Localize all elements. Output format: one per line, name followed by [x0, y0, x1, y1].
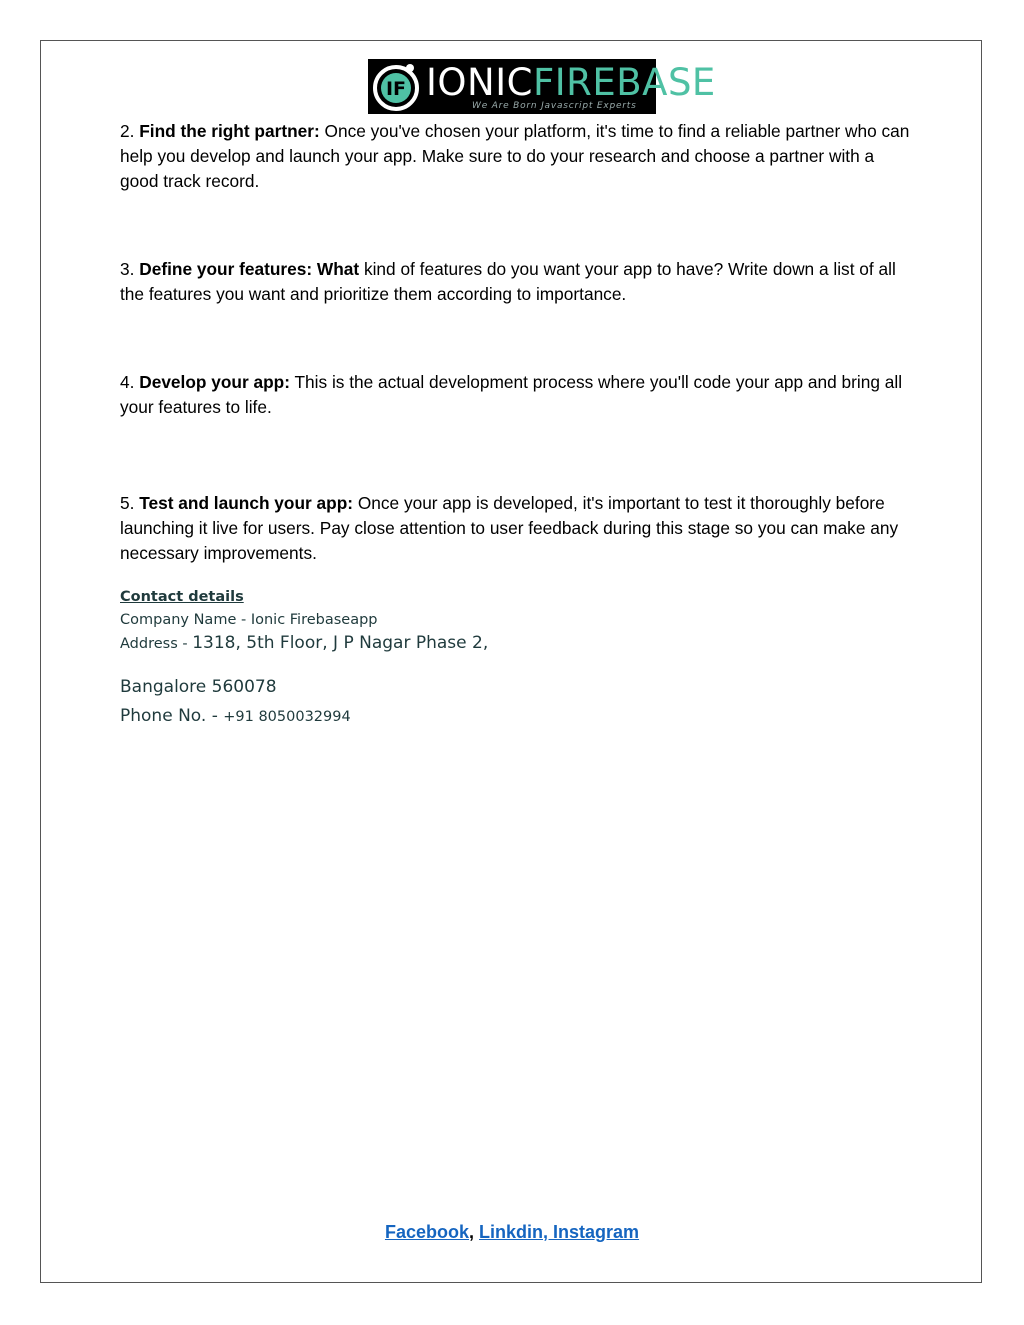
contact-heading: Contact details: [120, 589, 244, 605]
phone-label: Phone No. -: [120, 706, 224, 726]
step-4-paragraph: [120, 370, 910, 420]
step-2-title: Find the right partner:: [139, 121, 320, 141]
address-line-1: [120, 633, 488, 653]
ionic-firebase-logo: [368, 59, 716, 114]
step-2-number: 2.: [120, 121, 135, 141]
phone-value: +91 8050032994: [223, 709, 351, 725]
link-separator: ,: [468, 1222, 474, 1242]
svg-text:IF: IF: [385, 78, 407, 100]
step-3-number: 3.: [120, 259, 135, 279]
address-value-line1: 1318, 5th Floor, J P Nagar Phase 2,: [192, 633, 489, 653]
address-line-2: Bangalore 560078: [120, 677, 277, 697]
company-name-value: Ionic Firebaseapp: [250, 612, 378, 628]
logo-brand-firebase: FIREBASE: [532, 61, 716, 104]
step-5-number: 5.: [120, 493, 135, 513]
logo-tagline: We Are Born Javascript Experts: [472, 101, 637, 111]
facebook-link[interactable]: Facebook: [384, 1222, 469, 1242]
company-name-line: [120, 612, 378, 628]
step-3-body: kind of features do you want your app to have? Write down a list of all the features you want and prioritize them according to importance.: [120, 259, 896, 304]
logo-brand-ionic: IONIC: [426, 61, 533, 104]
linkedin-instagram-link[interactable]: Linkdin, Instagram: [479, 1222, 640, 1242]
company-name-label: Company Name -: [120, 612, 251, 628]
step-5-paragraph: [120, 491, 910, 566]
step-5-title: Test and launch your app:: [139, 493, 354, 513]
logo-wordmark: [426, 61, 716, 105]
step-2-body: Once you've chosen your platform, it's time to find a reliable partner who can help you develop and launch your app. Make sure to do your research and choose a partner with a good track record.: [120, 121, 910, 191]
step-4-number: 4.: [120, 372, 135, 392]
if-circle-icon: [370, 59, 422, 114]
step-4-body: This is the actual development process where you'll code your app and bring all your features to life.: [120, 372, 903, 417]
step-3-title: Define your features: What: [139, 259, 360, 279]
page-border: [40, 40, 982, 1283]
address-label: Address -: [120, 636, 193, 652]
step-5-body: Once your app is developed, it's important to test it thoroughly before launching it live for users. Pay close attention to user feedback during this stage so you can make any necessary improvements.: [120, 493, 899, 563]
step-4-title: Develop your app:: [139, 372, 290, 392]
social-links: [0, 1222, 1024, 1243]
phone-line: [120, 706, 351, 726]
step-2-paragraph: [120, 119, 910, 194]
step-3-paragraph: [120, 257, 910, 307]
